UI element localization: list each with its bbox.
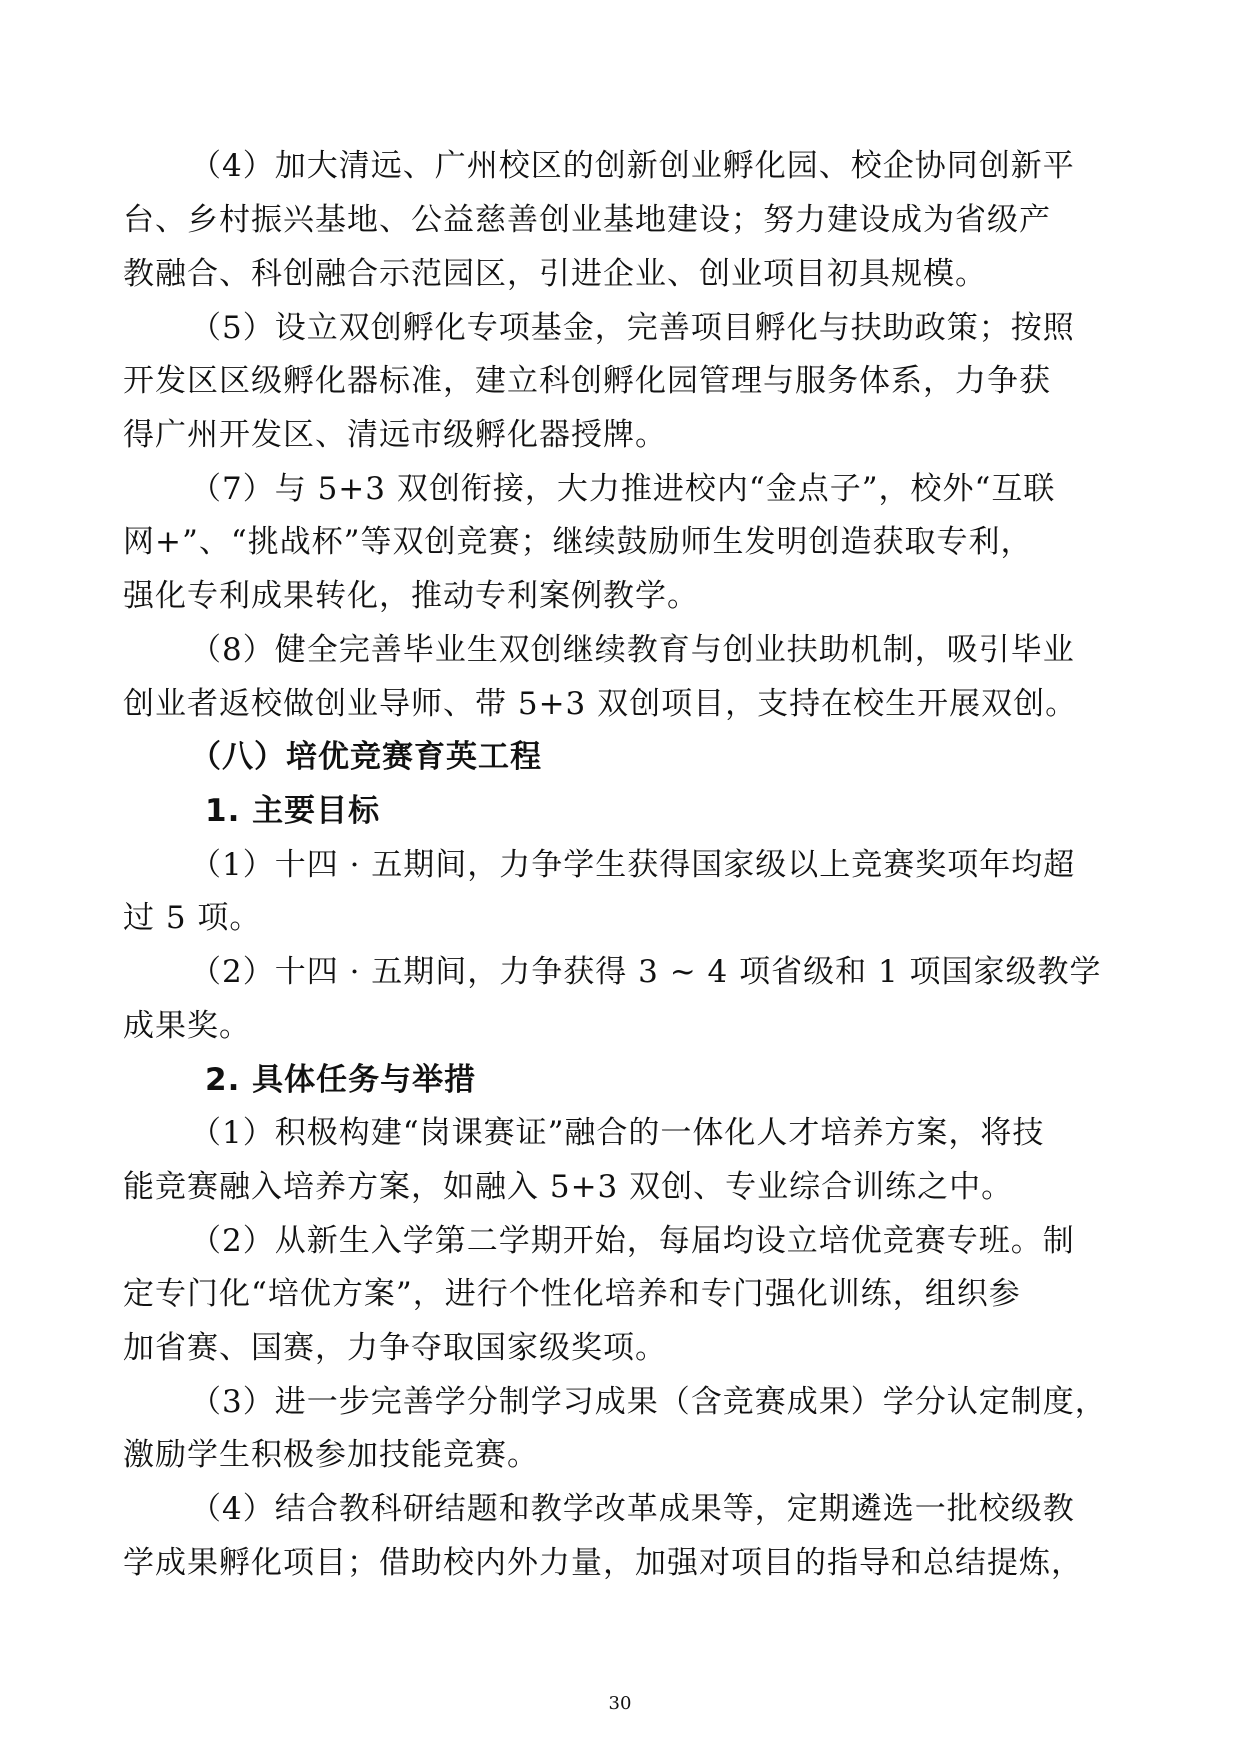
text-line: （3）进一步完善学分制学习成果（含竞赛成果）学分认定制度， [190, 1384, 1107, 1420]
text-line: 强化专利成果转化，推动专利案例教学。 [123, 578, 699, 614]
text-line: （5）设立双创孵化专项基金，完善项目孵化与扶助政策；按照 [190, 310, 1075, 346]
text-line: （2）从新生入学第二学期开始，每届均设立培优竞赛专班。制 [190, 1223, 1075, 1259]
text-line: 得广州开发区、清远市级孵化器授牌。 [123, 417, 667, 453]
text-line: 创业者返校做创业导师、带 5+3 双创项目，支持在校生开展双创。 [123, 686, 1078, 722]
text-line: 开发区区级孵化器标准，建立科创孵化园管理与服务体系，力争获 [123, 363, 1051, 399]
text-line: 学成果孵化项目；借助校内外力量，加强对项目的指导和总结提炼， [123, 1545, 1083, 1581]
text-line: （7）与 5+3 双创衔接，大力推进校内“金点子”，校外“互联 [190, 471, 1056, 507]
text-line: 过 5 项。 [123, 900, 262, 936]
page-number: 30 [608, 1693, 632, 1714]
text-line: （4）结合教科研结题和教学改革成果等，定期遴选一批校级教 [190, 1491, 1075, 1527]
text-line: 加省赛、国赛，力争夺取国家级奖项。 [123, 1330, 667, 1366]
text-line: 能竞赛融入培养方案，如融入 5+3 双创、专业综合训练之中。 [123, 1169, 1014, 1205]
text-line: （4）加大清远、广州校区的创新创业孵化园、校企协同创新平 [190, 148, 1075, 184]
subsection-heading: 2. 具体任务与举措 [205, 1062, 477, 1098]
text-line: 台、乡村振兴基地、公益慈善创业基地建设；努力建设成为省级产 [123, 202, 1051, 238]
text-line: （1）十四 · 五期间，力争学生获得国家级以上竞赛奖项年均超 [190, 847, 1076, 883]
subsection-heading: 1. 主要目标 [205, 793, 381, 829]
text-line: 成果奖。 [123, 1008, 251, 1044]
text-line: 定专门化“培优方案”，进行个性化培养和专门强化训练，组织参 [123, 1276, 1021, 1312]
text-line: （8）健全完善毕业生双创继续教育与创业扶助机制，吸引毕业 [190, 632, 1075, 668]
text-line: 教融合、科创融合示范园区，引进企业、创业项目初具规模。 [123, 256, 987, 292]
text-line: 激励学生积极参加技能竞赛。 [123, 1437, 539, 1473]
section-heading: （八）培优竞赛育英工程 [190, 739, 542, 775]
text-line: （1）积极构建“岗课赛证”融合的一体化人才培养方案，将技 [190, 1115, 1045, 1151]
text-line: 网+”、“挑战杯”等双创竞赛；继续鼓励师生发明创造获取专利， [123, 524, 1033, 560]
text-line: （2）十四 · 五期间，力争获得 3 ~ 4 项省级和 1 项国家级教学 [190, 954, 1102, 990]
